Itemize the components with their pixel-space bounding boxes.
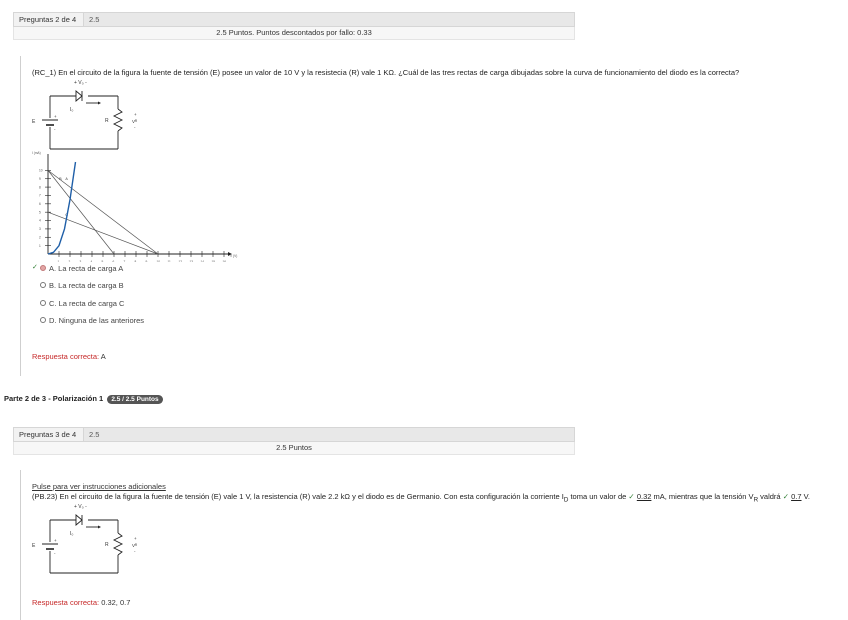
y-tick-label: 1 (39, 243, 41, 248)
x-tick-label: 10 (156, 260, 161, 262)
load-line-b (48, 170, 114, 254)
check-icon: ✓ (628, 492, 635, 501)
y-tick-label: 9 (39, 176, 41, 181)
y-tick-label: 2 (39, 235, 41, 240)
load-line-label: A (65, 177, 68, 182)
question-3-header (13, 427, 575, 442)
x-tick-label: 13 (189, 260, 194, 262)
x-tick-label: 15 (211, 260, 216, 262)
svg-text:+: + (134, 112, 137, 117)
x-tick-label: 7 (123, 260, 126, 262)
part-score-badge: 2.5 / 2.5 Puntos (107, 395, 162, 404)
y-axis-label: I (mA) (32, 151, 41, 155)
r-label: R (105, 118, 109, 124)
part-title: Parte 2 de 3 - Polarización 1 2.5 / 2.5 Puntos (4, 394, 163, 404)
question-score: 2.5 (89, 15, 100, 24)
svg-text:+: + (54, 114, 57, 119)
x-tick-label: 2 (68, 260, 71, 262)
circuit-diagram (28, 76, 148, 154)
option-b[interactable]: B. La recta de carga B (40, 280, 124, 291)
x-tick-label: 12 (178, 260, 183, 262)
x-tick-label: 5 (101, 260, 104, 262)
question-2-points: 2.5 Puntos. Puntos descontados por fallo: 0.33 (13, 27, 575, 40)
question-3-text: (PB.23) En el circuito de la figura la fuente de tensión (E) vale 1 V, la resistencia (R) vale 2.2 kΩ y el diodo es de Germanio. Con esta configuración la corriente $I_D$ toma un valor de ✓ 0.32 mA, mientras que la tensión $V_R$ valdrá ✓ 0.7 V. (32, 492, 810, 504)
question-2-text: (RC_1) En el circuito de la figura la fuente de tensión (E) posee un valor de 10 V y la resistecia (R) vale 1 KΩ. ¿Cuál de las tres rectas de carga dibujadas sobre la curva de funcionamiento del diodo es la correcta? (32, 68, 740, 77)
x-tick-label: 6 (112, 260, 115, 262)
question-3-points: 2.5 Puntos (13, 442, 575, 455)
vd-label: + V₀ - (74, 504, 87, 510)
option-c[interactable]: C. La recta de carga C (40, 298, 124, 309)
x-tick-label: 9 (145, 260, 148, 262)
load-line-label: C (65, 213, 69, 218)
correct-tick-icon: ✓ (32, 264, 38, 271)
id-label: I₀ (70, 107, 74, 113)
correct-answer: Respuesta correcta: A (32, 352, 106, 361)
option-d[interactable]: D. Ninguna de las anteriores (40, 315, 144, 326)
load-line-c (48, 212, 158, 254)
x-tick-label: 11 (167, 260, 171, 262)
question-score: 2.5 (89, 430, 100, 439)
y-tick-label: 8 (39, 185, 41, 190)
y-tick-label: 6 (39, 202, 41, 207)
vr-label: Vᴿ (132, 119, 138, 124)
x-tick-label: 3 (79, 260, 82, 262)
x-tick-label: 4 (90, 260, 93, 262)
y-tick-label: 4 (39, 218, 41, 223)
circuit-diagram (28, 500, 148, 578)
x-tick-label: 14 (200, 260, 205, 262)
vd-label: + V₀ - (74, 80, 87, 86)
y-tick-label: 5 (39, 210, 41, 215)
question-2-header (13, 12, 575, 27)
id-label: I₀ (70, 531, 74, 537)
question-number: Preguntas 2 de 4 (14, 13, 84, 26)
r-label: R (105, 542, 109, 548)
instructions-link[interactable]: Pulse para ver instrucciones adicionales (32, 482, 166, 491)
y-tick-label: 10 (39, 168, 43, 173)
correct-answer: Respuesta correcta: 0.32, 0.7 (32, 598, 131, 607)
svg-text:-: - (54, 127, 56, 132)
check-icon: ✓ (782, 492, 789, 501)
y-tick-label: 7 (39, 193, 41, 198)
radio-icon[interactable] (40, 300, 46, 306)
x-tick-label: 16 (222, 260, 227, 262)
radio-icon[interactable] (40, 265, 46, 271)
svg-text:-: - (54, 551, 56, 556)
x-tick-label: 1 (57, 260, 60, 262)
radio-icon[interactable] (40, 317, 46, 323)
e-label: E (32, 119, 36, 125)
svg-text:+: + (134, 536, 137, 541)
x-tick-label: 8 (134, 260, 137, 262)
option-a[interactable]: A. La recta de carga A (40, 263, 123, 274)
question-number: Preguntas 3 de 4 (14, 428, 84, 441)
answer-field-voltage[interactable]: 0.7 (791, 492, 802, 501)
diode-load-line-chart (28, 146, 238, 262)
answer-field-current[interactable]: 0.32 (636, 492, 652, 501)
e-label: E (32, 543, 36, 549)
vr-label: Vᴿ (132, 543, 138, 548)
svg-text:-: - (134, 549, 136, 554)
y-tick-label: 3 (39, 227, 41, 232)
svg-text:+: + (54, 538, 57, 543)
x-axis-label: V (V) (230, 254, 238, 258)
radio-icon[interactable] (40, 282, 46, 288)
svg-text:-: - (134, 125, 136, 130)
load-line-label: B (59, 177, 62, 182)
